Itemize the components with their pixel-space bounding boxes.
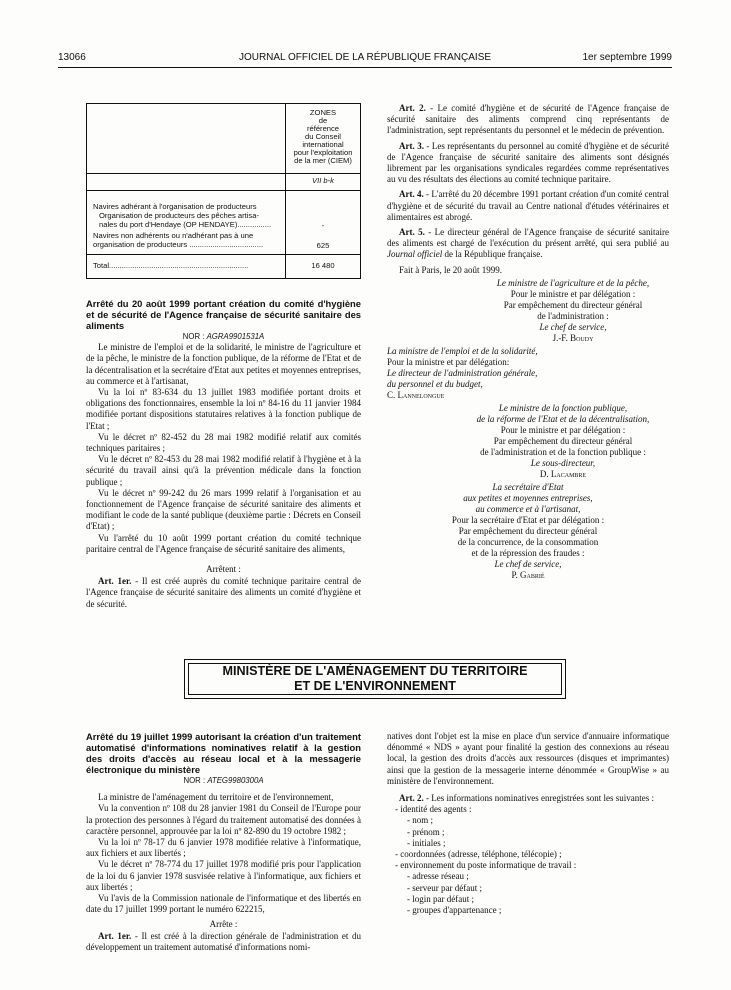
page-header [58,52,672,66]
decree2-nor: NOR : ATEG9980300A [183,776,264,785]
decree1-arretent: Arrêtent : [206,564,241,575]
table-header-line: référence [306,124,340,133]
table-row-line: Navires adhérant à l'organisation de producteurs [93,202,257,211]
decree2-article: Art. 1er. - Il est créé à la direction générale de l'administration et du développement un traitement automatisé d'informations nomi- [86,930,362,952]
signature-line: de l'administration et de la fonction publique : [480,446,646,457]
signature-line: Pour le ministre et par délégation : [500,424,626,435]
decree1-article: Art. 2. - Le comité d'hygiène et de sécurité de l'Agence française de sécurité sanitaire des aliments comprend cinq représentants de l'administration, sept représentants du personnel et le médecin de prévention. [387,103,670,136]
table-header-line: pour l'exploitation [293,148,353,157]
decree1-title: Arrêté du 20 août 1999 portant création du comité d'hygiène et de sécurité de l'Agence française de sécurité sanitaire des aliments [86,298,361,331]
list-item: - adresse réseau ; [407,871,469,882]
signature-role: Le chef de service, [539,321,607,332]
signature-title: de la réforme de l'Etat et de la décentralisation, [476,413,650,424]
decree2-title: Arrêté du 19 juillet 1999 autorisant la création d'un traitement automatisé d'informations nominatives relatif à la gestion des droits d'accès au réseau local et à la messagerie électronique du ministère [86,731,361,775]
table-header-line: international [302,140,344,149]
signature-role: du personnel et du budget, [387,378,483,389]
ministry-heading-line2: ET DE L'ENVIRONNEMENT [294,679,456,693]
table-row-line: nales du port d'Hendaye (OP HENDAYE)................ [99,220,272,229]
table-header-line: ZONES [309,108,337,117]
table-row-label [93,231,283,249]
decree2-column-left [86,731,361,953]
ministry-heading-line1: MINISTÈRE DE L'AMÉNAGEMENT DU TERRITOIRE [222,664,528,678]
page-number: 13066 [58,52,86,63]
signature-name: D. Lacambre [539,468,587,479]
header-rule [58,67,672,68]
decree1-column-right [387,103,669,581]
decree2-preamble: La ministre de l'aménagement du territoire et de l'environnement, [98,792,334,803]
signature-line: de la concurrence, de la consommation [457,536,599,547]
decree2-list [387,804,669,916]
ministry-heading [188,663,562,695]
signature-line: et de la répression des fraudes : [471,547,585,558]
journal-title: JOURNAL OFFICIEL DE LA RÉPUBLIQUE FRANÇAISE [238,52,492,63]
signature-block [387,482,669,581]
decree1-visa: Vu la loi nº 83-634 du 13 juillet 1983 modifiée portant droits et obligations des fonctionnaires, ensemble la loi nº 84-16 du 11 janvier 1984 modifiée portant dispositions statutaires relatives à la fonction publique de l'Etat ; [86,387,361,431]
list-item: - login par défaut ; [407,893,474,904]
signature-title: au commerce et à l'artisanat, [475,503,581,514]
signature-line: Par empêchement du directeur général [503,299,643,310]
signature-name: P. Gabrié [511,569,545,580]
signature-line: Pour la secrétaire d'Etat et par délégation : [451,514,605,525]
signature-block [387,278,669,344]
decree2-visa: Vu le décret nº 78-774 du 17 juillet 1978 modifié pris pour l'application de la loi du 6 janvier 1978 susvisée relative à l'informatique, aux fichiers et aux libertés ; [86,859,361,892]
signature-block [387,403,669,480]
table-rule [87,254,360,255]
signature-title: Le ministre de l'agriculture et de la pêche, [496,277,650,288]
decree1-visa: Vu le décret nº 82-452 du 28 mai 1982 modifié relatif aux comités techniques paritaires ; [86,431,361,454]
list-item: - groupes d'appartenance ; [407,905,502,916]
decree1-article: Art. 3. - Les représentants du personnel au comité d'hygiène et de sécurité de l'Agence française de sécurité sanitaire des aliments sont désignés librement par les organisations syndicales regardées comme représentatives au vu des résultats des élections au comité technique paritaire. [387,140,669,185]
decree2-column-right [387,731,669,916]
signature-line: Par empêchement du directeur général [493,435,633,446]
signature-name: C. Lannelongue [387,389,445,400]
table-header-line: de la mer (CIEM) [294,156,352,165]
table-column-header [286,109,360,165]
decree1-column-left [86,298,361,610]
table-row-value: - [321,221,325,230]
decree1-visa: Vu l'arrêté du 10 août 1999 portant création du comité technique paritaire central de l'Agence française de sécurité sanitaire des aliments, [86,532,361,554]
zones-table [86,103,361,279]
table-header-line: de [318,116,328,125]
decree1-nor: NOR : AGRA9901531A [182,332,265,341]
signature-block [387,346,669,401]
decree1-visa: Vu le décret nº 99-242 du 26 mars 1999 relatif à l'organisation et au fonctionnement de l'Agence française de sécurité sanitaire des aliments et modifiant le code de la santé publique (deuxième partie : Décrets en Conseil d'Etat) ; [86,487,361,532]
list-item: - coordonnées (adresse, téléphone, télécopie) ; [395,849,562,860]
table-rule [87,173,360,174]
table-header-line: du Conseil [305,132,341,141]
list-item: - initiales ; [407,837,446,848]
issue-date: 1er septembre 1999 [582,52,672,63]
signature-title: aux petites et moyennes entreprises, [463,492,593,503]
table-total-label: Total.................................................................. [93,261,249,270]
signature-line: Par empêchement du directeur général [458,525,598,536]
decree1-article: Art. 5. - Le directeur général de l'Agence française de sécurité sanitaire des aliments est chargé de l'exécution du présent arrêté, qui sera publié au Journal officiel de la République française. [387,227,669,260]
decree1-article: Art. 4. - L'arrêté du 20 décembre 1991 portant création d'un comité central d'hygiène et de sécurité du travail au Centre national d'études vétérinaires et alimentaires est abrogé. [387,189,670,222]
signature-name: J.-F. Boudy [552,332,594,343]
table-row-line: organisation de producteurs ................................... [93,240,264,249]
signature-role: Le sous-directeur, [530,457,596,468]
signature-line: de l'administration : [537,310,609,321]
table-column-subheader: VII b-k [312,176,334,185]
list-item: - serveur par défaut ; [407,882,482,893]
decree2-visa: Vu la loi nº 78-17 du 6 janvier 1978 modifiée relative à l'informatique, aux fichiers et aux libertés ; [86,837,361,859]
signature-line: Pour le ministre et par délégation : [510,288,636,299]
ministry-heading-box [184,659,566,699]
signature-title: La ministre de l'emploi et de la solidarité, [387,345,538,356]
list-item: - nom ; [407,815,433,826]
decree2-visa: Vu l'avis de la Commission nationale de l'informatique et des libertés en date du 17 juillet 1999 portant le numéro 622215, [86,893,361,915]
list-item: - environnement du poste informatique de travail : [395,860,577,871]
decree2-article-continued: natives dont l'objet est la mise en place d'un service d'annuaire informatique dénommé « NDS » ayant pour finalité la gestion des connexions au réseau local, la gestion des droits d'accès aux ressources (disques et imprimantes) ainsi que la gestion de la messagerie interne dénommée « GroupWise » au ministère de l'environnement. [387,731,669,786]
decree2-article: Art. 2. - Les informations nominatives enregistrées sont les suivantes : [399,793,654,804]
table-total-value: 16 480 [311,261,335,270]
table-row-label [93,202,283,229]
signature-role: Le directeur de l'administration générale, [387,367,538,378]
decree1-done-at: Fait à Paris, le 20 août 1999. [399,264,502,275]
table-row-line: Navires non adhérents ou n'adhérant pas à une [93,231,254,240]
list-item: - identité des agents : [395,804,472,815]
decree1-preamble: Le ministre de l'emploi et de la solidarité, le ministre de l'agriculture et de la pêche, le ministre de la fonction publique, de la réforme de l'Etat et de la décentralisation et la secrétaire d'Etat aux petites et moyennes entreprises, au commerce et à l'artisanat, [86,342,361,386]
decree1-visa: Vu le décret nº 82-453 du 28 mai 1982 modifié relatif à l'hygiène et à la sécurité du travail ainsi qu'à la prévention médicale dans la fonction publique ; [86,454,361,487]
decree2-visa: Vu la convention nº 108 du 28 janvier 1981 du Conseil de l'Europe pour la protection des personnes à l'égard du traitement automatisé des données à caractère personnel, approuvée par la loi nº 82-890 du 19 octobre 1982 ; [86,803,361,836]
signature-title: Le ministre de la fonction publique, [498,402,628,413]
signature-title: La secrétaire d'Etat [492,481,564,492]
signature-role: Le chef de service, [494,558,562,569]
table-row-value: 625 [316,241,330,250]
decree1-article: Art. 1er. - Il est créé auprès du comité technique paritaire central de l'Agence française de sécurité sanitaire des aliments un comité d'hygiène et de sécurité. [86,576,361,609]
table-rule [87,190,360,191]
signature-line: Pour la ministre et par délégation: [387,356,510,367]
list-item: - prénom ; [407,826,445,837]
table-row-line: Organisation de producteurs des pêches artisa- [99,211,259,220]
decree2-arrete: Arrête : [209,919,238,930]
